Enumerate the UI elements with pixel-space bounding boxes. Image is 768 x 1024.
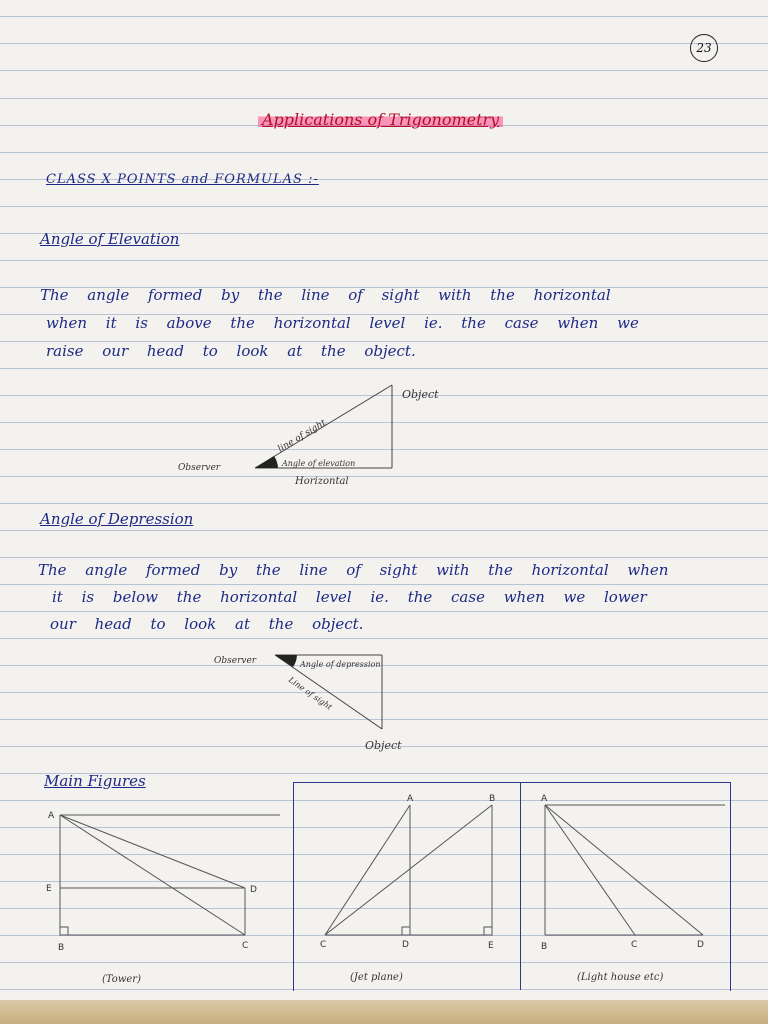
- tower-figure: [40, 800, 290, 990]
- main-figures-heading: Main Figures: [44, 772, 146, 790]
- depression-line-3: our head to look at the object.: [50, 615, 364, 633]
- page-edge: [0, 1000, 768, 1024]
- jet-sight-line-2: [325, 805, 492, 935]
- depression-line-2: it is below the horizontal level ie. the case when we lower: [52, 588, 647, 606]
- elevation-angle-mark: [255, 456, 278, 468]
- lighthouse-point-d: D: [697, 940, 704, 950]
- elevation-line-2: when it is above the horizontal level ie. the case when we: [46, 314, 639, 332]
- jet-right-angle-1: [402, 927, 410, 935]
- elevation-diagram: [170, 380, 470, 495]
- jet-point-b: B: [489, 794, 496, 804]
- tower-point-a: A: [48, 811, 55, 821]
- depression-diagram: [200, 645, 430, 760]
- jet-caption: (Jet plane): [350, 972, 403, 983]
- elevation-angle-label: Angle of elevation: [282, 459, 356, 468]
- tower-caption: (Tower): [102, 974, 141, 985]
- subheading: CLASS X POINTS and FORMULAS :-: [46, 172, 319, 187]
- elevation-line-of-sight-label: line of sight: [276, 418, 328, 455]
- depression-observer-label: Observer: [214, 656, 257, 666]
- lighthouse-point-a: A: [541, 794, 548, 804]
- figures-divider: [520, 782, 521, 990]
- jet-right-angle-2: [484, 927, 492, 935]
- tower-point-e: E: [46, 884, 52, 894]
- tower-point-b: B: [58, 943, 65, 953]
- tower-right-angle: [60, 927, 68, 935]
- elevation-line-3: raise our head to look at the object.: [46, 342, 416, 360]
- jet-point-a: A: [407, 794, 414, 804]
- lighthouse-sight-line-1: [545, 805, 635, 935]
- lighthouse-point-c: C: [631, 940, 638, 950]
- jet-point-d: D: [402, 940, 409, 950]
- jet-plane-figure: [300, 790, 515, 990]
- page-title: Applications of Trigonometry: [258, 110, 503, 129]
- jet-sight-line-1: [325, 805, 410, 935]
- tower-point-d: D: [250, 885, 257, 895]
- depression-angle-label: Angle of depression: [300, 660, 381, 669]
- tower-sight-line-1: [60, 815, 245, 888]
- elevation-horizontal-label: Horizontal: [295, 476, 349, 487]
- tower-sight-line-2: [60, 815, 245, 935]
- lighthouse-caption: (Light house etc): [577, 972, 664, 983]
- depression-line-of-sight-label: Line of sight: [286, 675, 334, 712]
- page-number: 23: [690, 34, 718, 62]
- depression-object-label: Object: [365, 739, 402, 752]
- elevation-observer-label: Observer: [178, 463, 221, 473]
- jet-point-e: E: [488, 941, 494, 951]
- light-house-figure: [525, 790, 728, 990]
- elevation-object-label: Object: [402, 388, 439, 401]
- lighthouse-sight-line-2: [545, 805, 703, 935]
- depression-heading: Angle of Depression: [40, 510, 194, 528]
- lighthouse-point-b: B: [541, 942, 548, 952]
- depression-line-1: The angle formed by the line of sight with the horizontal when: [38, 561, 669, 579]
- depression-angle-mark: [275, 655, 297, 667]
- elevation-heading: Angle of Elevation: [40, 230, 180, 248]
- jet-point-c: C: [320, 940, 327, 950]
- elevation-line-1: The angle formed by the line of sight with the horizontal: [40, 286, 611, 304]
- tower-point-c: C: [242, 941, 249, 951]
